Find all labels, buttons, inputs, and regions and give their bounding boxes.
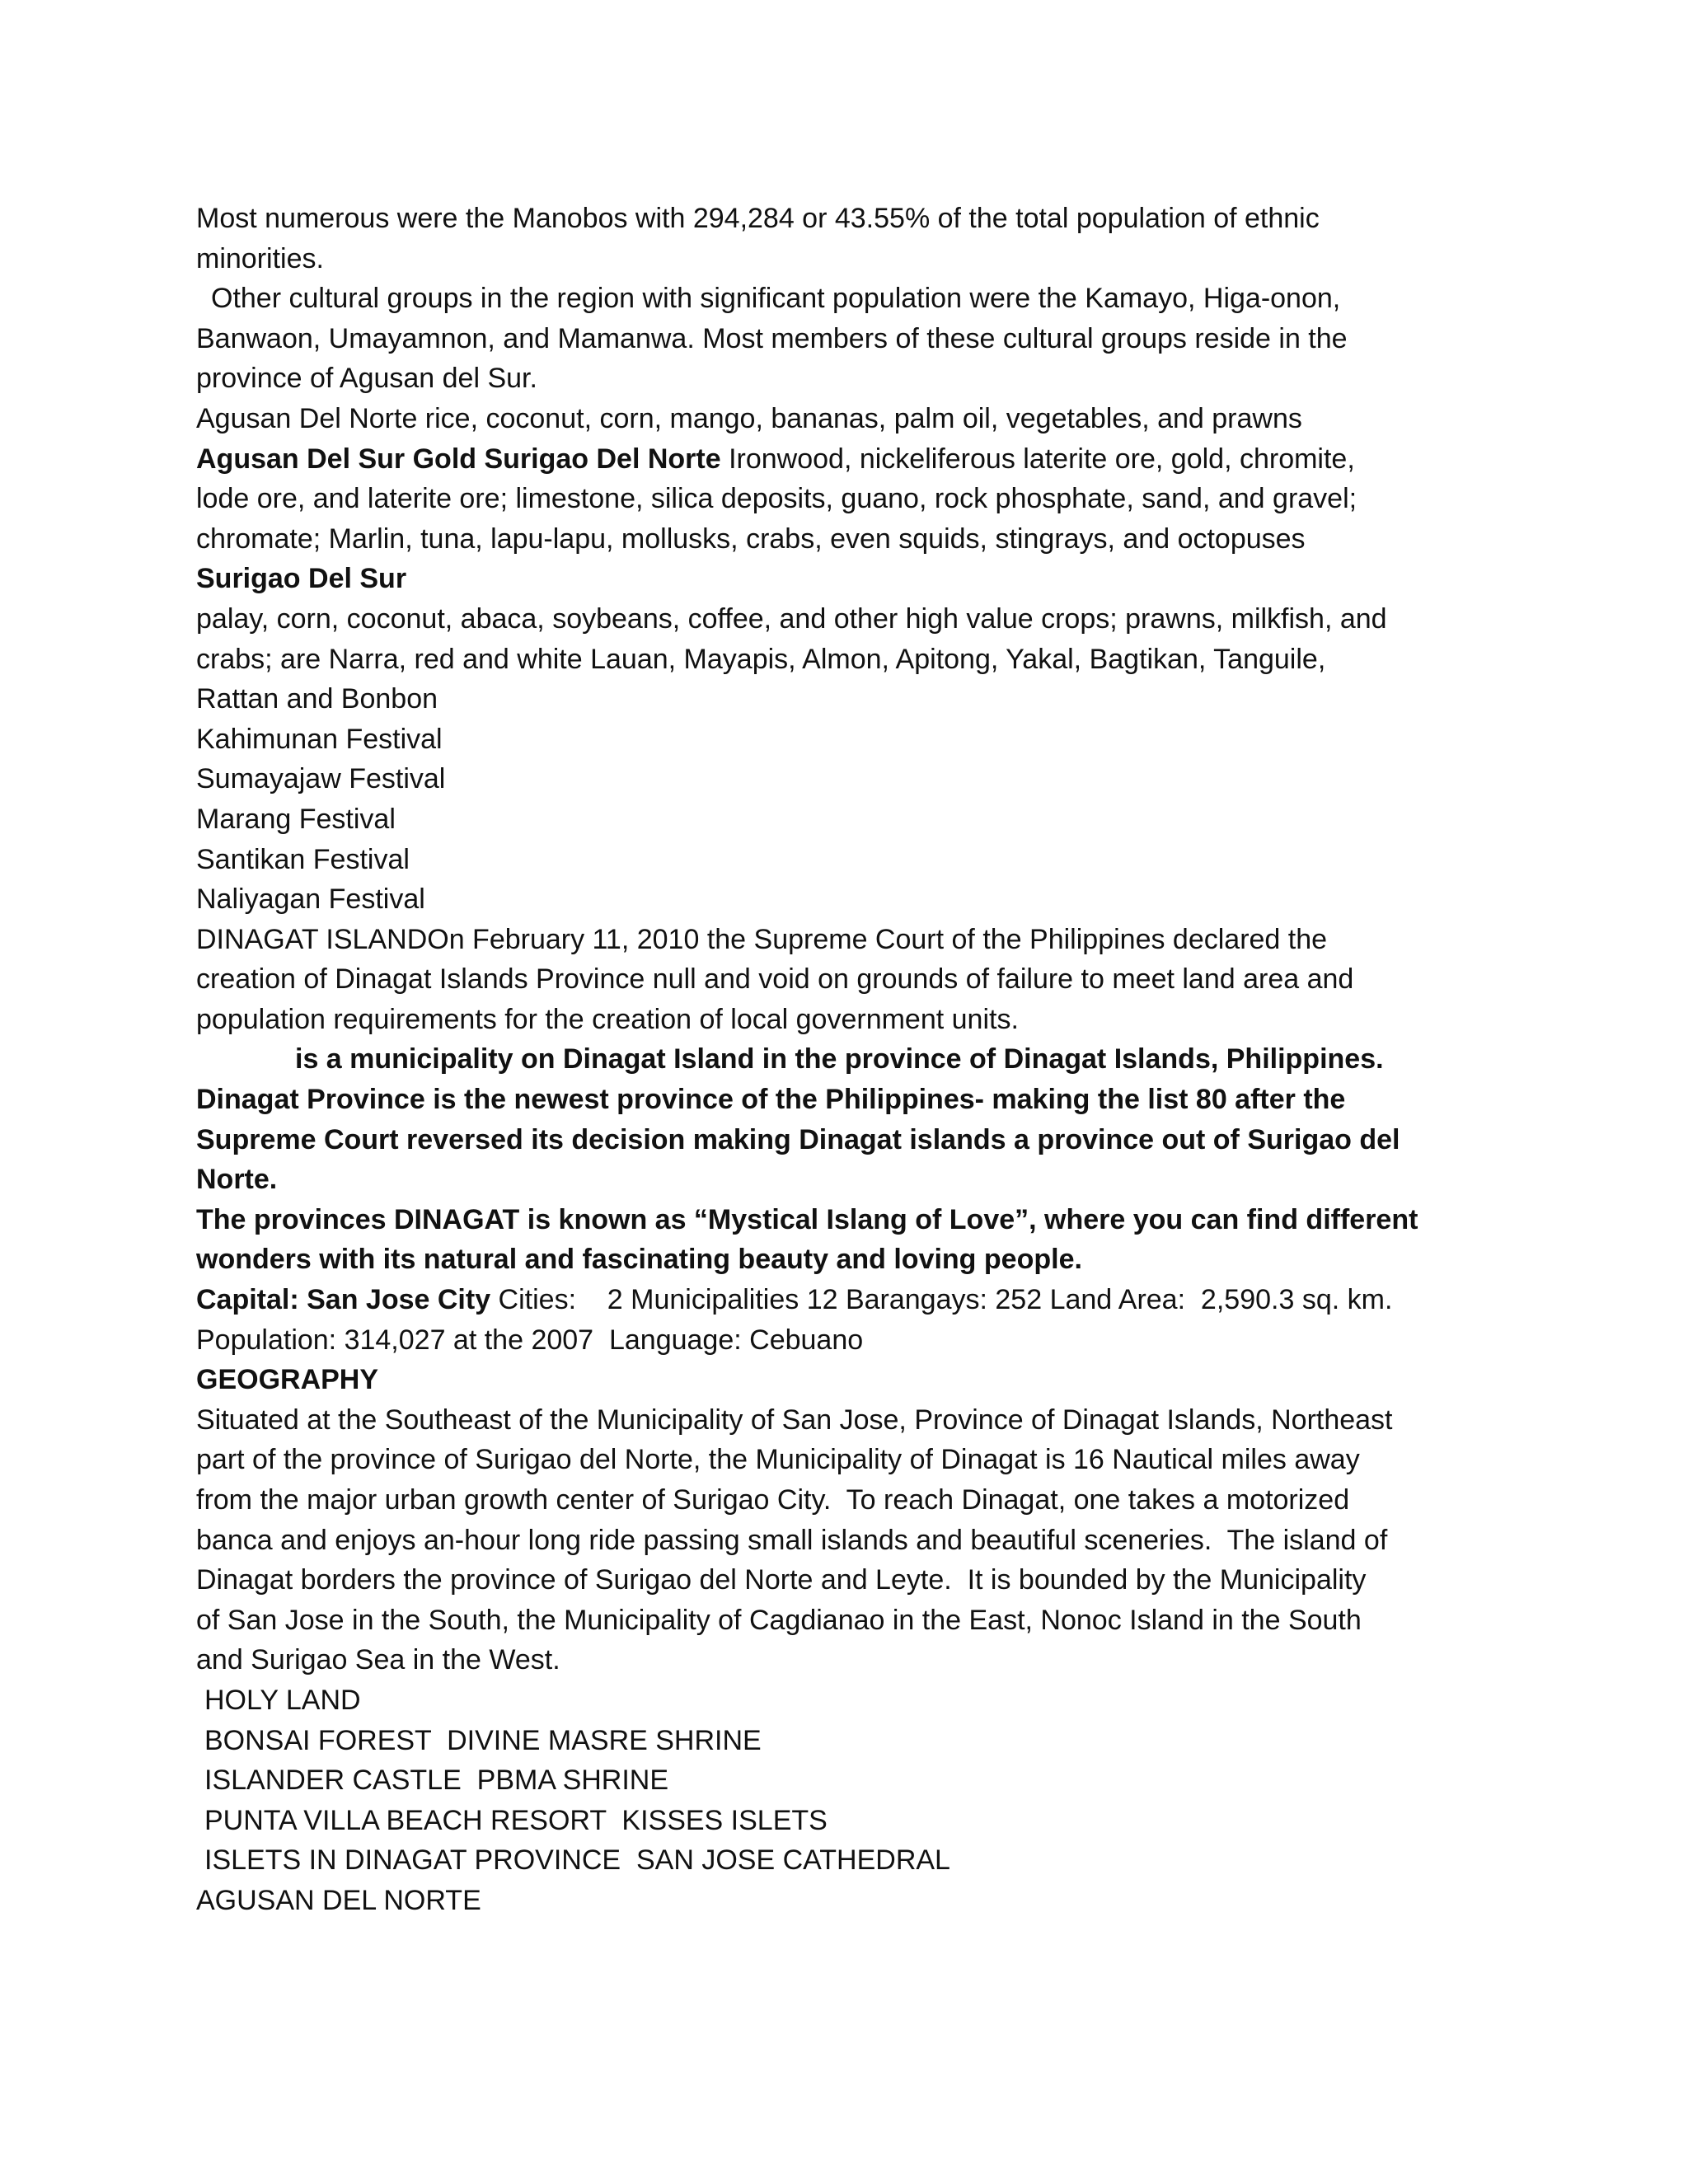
text-run: of San Jose in the South, the Municipality of Cagdianao in the East, Nonoc Island in the South <box>196 1604 1362 1636</box>
text-line <box>196 879 1515 920</box>
text-run: palay, corn, coconut, abaca, soybeans, coffee, and other high value crops; prawns, milkfish, and <box>196 602 1387 635</box>
text-run: Kahimunan Festival <box>196 723 443 755</box>
text-line <box>196 1480 1515 1521</box>
text-line <box>196 1000 1515 1040</box>
text-run: Dinagat borders the province of Surigao del Norte and Leyte. It is bounded by the Municipality <box>196 1564 1367 1596</box>
text-run: Most numerous were the Manobos with 294,284 or 43.55% of the total population of ethnic <box>196 203 1320 234</box>
bold-text-run: Surigao Del Sur <box>196 563 407 595</box>
text-line <box>196 1280 1515 1320</box>
document-body <box>196 199 1515 1921</box>
text-line <box>196 1680 1515 1721</box>
text-run: DINAGAT ISLANDOn February 11, 2010 the Supreme Court of the Philippines declared the <box>196 923 1328 955</box>
text-line <box>196 479 1515 519</box>
bold-text-run: Supreme Court reversed its decision making Dinagat islands a province out of Surigao del <box>196 1123 1400 1155</box>
text-line <box>196 359 1515 399</box>
text-run: from the major urban growth center of Surigao City. To reach Dinagat, one takes a motorized <box>196 1484 1350 1516</box>
text-line <box>196 799 1515 840</box>
text-line <box>196 1240 1515 1280</box>
text-run: and Surigao Sea in the West. <box>196 1644 560 1676</box>
text-run: Santikan Festival <box>196 843 410 875</box>
text-line <box>196 399 1515 439</box>
text-line <box>196 199 1515 239</box>
text-run: PUNTA VILLA BEACH RESORT KISSES ISLETS <box>204 1804 828 1836</box>
text-line <box>196 1760 1515 1801</box>
text-line <box>196 1721 1515 1761</box>
text-run: Naliyagan Festival <box>196 883 425 916</box>
text-line <box>196 1080 1515 1120</box>
text-line <box>196 519 1515 560</box>
text-line <box>196 1801 1515 1841</box>
text-line <box>196 1039 1515 1080</box>
text-run: population requirements for the creation of local government units. <box>196 1003 1019 1035</box>
text-run: Population: 314,027 at the 2007 Language: Cebuano <box>196 1324 864 1356</box>
text-run: lode ore, and laterite ore; limestone, silica deposits, guano, rock phosphate, sand, and gravel; <box>196 483 1357 515</box>
text-line <box>196 599 1515 640</box>
text-run: ISLANDER CASTLE PBMA SHRINE <box>204 1765 669 1797</box>
text-run: crabs; are Narra, red and white Lauan, Mayapis, Almon, Apitong, Yakal, Bagtikan, Tanguile, <box>196 643 1326 675</box>
text-line <box>196 1640 1515 1680</box>
text-line <box>196 1560 1515 1601</box>
text-line <box>196 759 1515 799</box>
text-line <box>196 1120 1515 1160</box>
text-line <box>196 920 1515 960</box>
bold-text-run: Norte. <box>196 1164 278 1196</box>
bold-text-run: Capital: San Jose City <box>196 1284 491 1316</box>
text-line <box>196 1320 1515 1361</box>
text-run: minorities. <box>196 242 324 274</box>
text-run: AGUSAN DEL NORTE <box>196 1884 481 1916</box>
text-run: Sumayajaw Festival <box>196 763 446 795</box>
bold-text-run: is a municipality on Dinagat Island in the province of Dinagat Islands, Philippines. <box>295 1043 1384 1076</box>
text-line <box>196 1840 1515 1881</box>
text-line <box>196 1400 1515 1441</box>
text-line <box>196 640 1515 680</box>
bold-text-run: Agusan Del Sur Gold Surigao Del Norte <box>196 443 721 475</box>
bold-text-run: GEOGRAPHY <box>196 1364 379 1396</box>
text-line <box>196 1440 1515 1480</box>
text-run: Cities: 2 Municipalities 12 Barangays: 252 Land Area: 2,590.3 sq. km. <box>490 1284 1393 1316</box>
bold-text-run: wonders with its natural and fascinating beauty and loving people. <box>196 1244 1082 1276</box>
text-line <box>196 559 1515 599</box>
text-run: creation of Dinagat Islands Province null and void on grounds of failure to meet land area and <box>196 963 1354 996</box>
text-line <box>196 959 1515 1000</box>
text-run: Ironwood, nickeliferous laterite ore, gold, chromite, <box>720 443 1355 475</box>
text-run: HOLY LAND <box>204 1684 361 1716</box>
text-line <box>196 719 1515 760</box>
text-run: part of the province of Surigao del Norte, the Municipality of Dinagat is 16 Nautical miles away <box>196 1444 1360 1476</box>
text-run: Rattan and Bonbon <box>196 683 438 715</box>
text-run: chromate; Marlin, tuna, lapu-lapu, mollusks, crabs, even squids, stingrays, and octopuses <box>196 523 1306 555</box>
text-run: Agusan Del Norte rice, coconut, corn, mango, bananas, palm oil, vegetables, and prawns <box>196 402 1302 434</box>
text-line <box>196 439 1515 480</box>
bold-text-run: Dinagat Province is the newest province of the Philippines- making the list 80 after the <box>196 1084 1346 1116</box>
text-run: banca and enjoys an-hour long ride passing small islands and beautiful sceneries. The island of <box>196 1524 1388 1556</box>
text-run: Other cultural groups in the region with significant population were the Kamayo, Higa-onon, <box>211 283 1341 315</box>
text-line <box>196 840 1515 880</box>
text-line <box>196 279 1515 319</box>
text-line <box>196 1601 1515 1641</box>
text-run: province of Agusan del Sur. <box>196 363 537 395</box>
text-line <box>196 239 1515 279</box>
text-run: Situated at the Southeast of the Municipality of San Jose, Province of Dinagat Islands, Northeast <box>196 1404 1393 1436</box>
text-line <box>196 1360 1515 1400</box>
text-line <box>196 1200 1515 1240</box>
text-run: ISLETS IN DINAGAT PROVINCE SAN JOSE CATHEDRAL <box>204 1844 950 1877</box>
text-line <box>196 1521 1515 1561</box>
text-line <box>196 679 1515 719</box>
text-line <box>196 319 1515 359</box>
text-run: Marang Festival <box>196 803 396 835</box>
text-line <box>196 1160 1515 1200</box>
text-line <box>196 1881 1515 1921</box>
text-run: BONSAI FOREST DIVINE MASRE SHRINE <box>204 1724 762 1756</box>
bold-text-run: The provinces DINAGAT is known as “Mystical Islang of Love”, where you can find different <box>196 1203 1418 1235</box>
text-run: Banwaon, Umayamnon, and Mamanwa. Most members of these cultural groups reside in the <box>196 322 1348 354</box>
